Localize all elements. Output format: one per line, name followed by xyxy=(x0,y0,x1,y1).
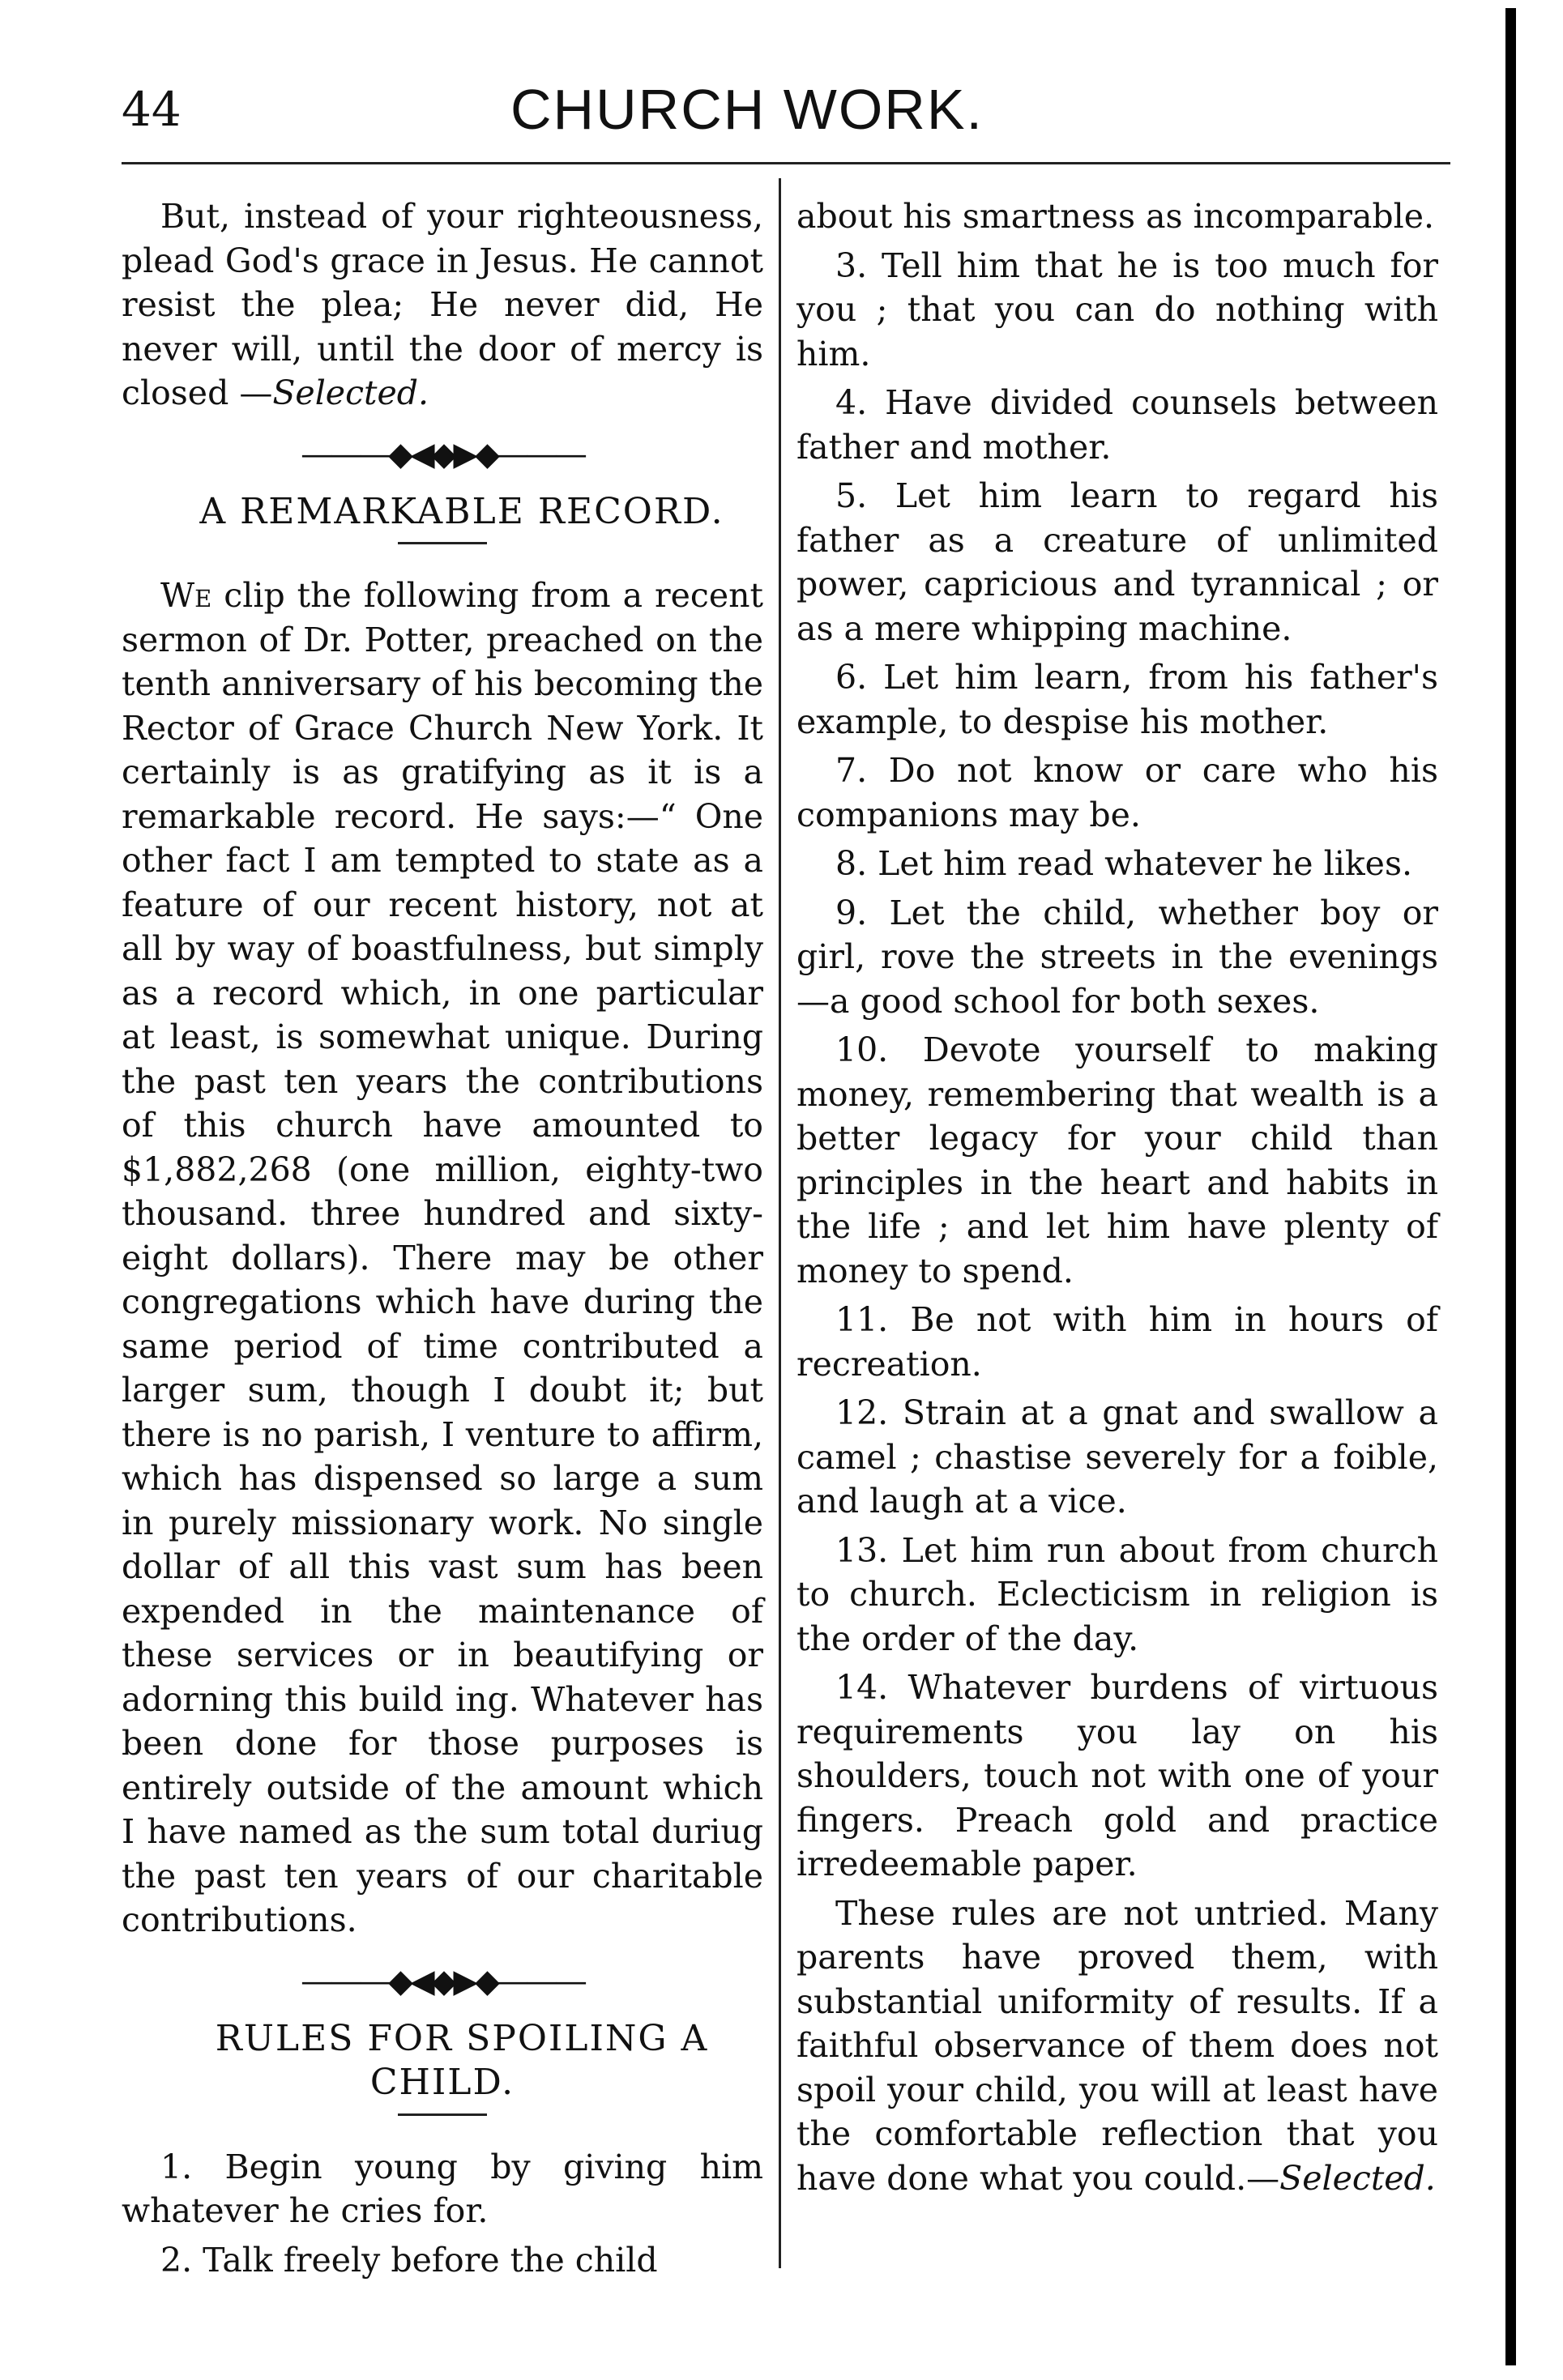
article-heading: RULES FOR SPOILING A CHILD. xyxy=(215,2017,709,2103)
page-edge-bar xyxy=(1505,8,1516,2365)
right-column xyxy=(796,194,1438,2200)
rule-item: 2. Talk freely before the child xyxy=(160,2240,658,2280)
rule-item: 10. Devote yourself to making money, remembering that wealth is a better legacy for your child than principles in the heart and habits in the life ; and let him have plenty of money to spend. xyxy=(796,1030,1438,1290)
ornament-divider: ———◆◀◆▶◆——— xyxy=(301,435,584,473)
rule-item: 1. Begin young by giving him whatever he cries for. xyxy=(122,2147,763,2230)
rule-continuation: about his smartness as incomparable. xyxy=(796,197,1435,236)
selected-credit: Selected. xyxy=(1279,2158,1436,2198)
drop-word: We xyxy=(160,576,212,615)
page-number: 44 xyxy=(122,82,181,137)
column-divider xyxy=(779,178,781,2268)
rule-item: 3. Tell him that he is too much for you ; that you can do nothing with him. xyxy=(796,245,1438,373)
rule-item: 4. Have divided counsels between father and mother. xyxy=(796,383,1438,467)
rule-item: 9. Let the child, whether boy or girl, rove the streets in the evenings—a good school for both sexes. xyxy=(796,893,1438,1021)
rule-item: 14. Whatever burdens of virtuous requirements you lay on his shoulders, touch not with one of your fingers. Preach gold and practice irredeemable paper. xyxy=(796,1668,1438,1883)
intro-paragraph: But, instead of your righteousness, plead God's grace in Jesus. He cannot resist the plea; He never did, He never will, until the door of mercy is closed —Selected. xyxy=(122,197,763,412)
heading-rule xyxy=(398,2113,487,2116)
ornament-divider: ———◆◀◆▶◆——— xyxy=(301,1962,584,2000)
running-title: CHURCH WORK. xyxy=(510,78,984,141)
rule-item: 13. Let him run about from church to church. Eclecticism in religion is the order of the day. xyxy=(796,1530,1438,1658)
left-column xyxy=(122,194,763,2282)
rule-item: 5. Let him learn to regard his father as a creature of unlimited power, capricious and tyrannical ; or as a mere whipping machine. xyxy=(796,476,1438,648)
selected-credit: Selected. xyxy=(272,373,429,412)
heading-rule xyxy=(398,542,487,544)
rule-item: 12. Strain at a gnat and swallow a camel ; chastise severely for a foible, and laugh at a vice. xyxy=(796,1393,1438,1521)
rule-item: 11. Be not with him in hours of recreation. xyxy=(796,1300,1438,1384)
rule-item: 8. Let him read whatever he likes. xyxy=(835,844,1413,883)
rule-item: 6. Let him learn, from his father's example, to despise his mother. xyxy=(796,658,1438,741)
page-header xyxy=(122,77,1450,150)
closing-paragraph: These rules are not untried. Many parents have proved them, with substantial uniformity of results. If a faithful observance of them does not spoil your child, you will at least have the comfortable reflection that you have done what you could.—Selected. xyxy=(796,1893,1438,2198)
header-rule xyxy=(122,162,1450,164)
rule-item: 7. Do not know or care who his companions may be. xyxy=(796,751,1438,834)
article-heading: A REMARKABLE RECORD. xyxy=(199,490,724,532)
record-paragraph: We clip the following from a recent sermon of Dr. Potter, preached on the tenth anniversary of his becoming the Rector of Grace Church New York. It certainly is as gratifying as it is a remarkable record. He says:—“ One other fact I am tempted to state as a feature of our recent history, not at all by way of boastfulness, but simply as a record which, in one particular at least, is somewhat unique. During the past ten years the contributions of this church have amounted to $1,882,268 (one million, eighty-two thousand. three hundred and sixty-eight dollars). There may be other congregations which have during the same period of time contributed a larger sum, though I doubt it; but there is no parish, I venture to affirm, which has dispensed so large a sum in purely missionary work. No single dollar of all this vast sum has been expended in the maintenance of these services or in beautifying or adorning this build ing. Whatever has been done for those purposes is entirely outside of the amount which I have named as the sum total duriug the past ten years of our charitable contributions. xyxy=(122,576,763,1939)
